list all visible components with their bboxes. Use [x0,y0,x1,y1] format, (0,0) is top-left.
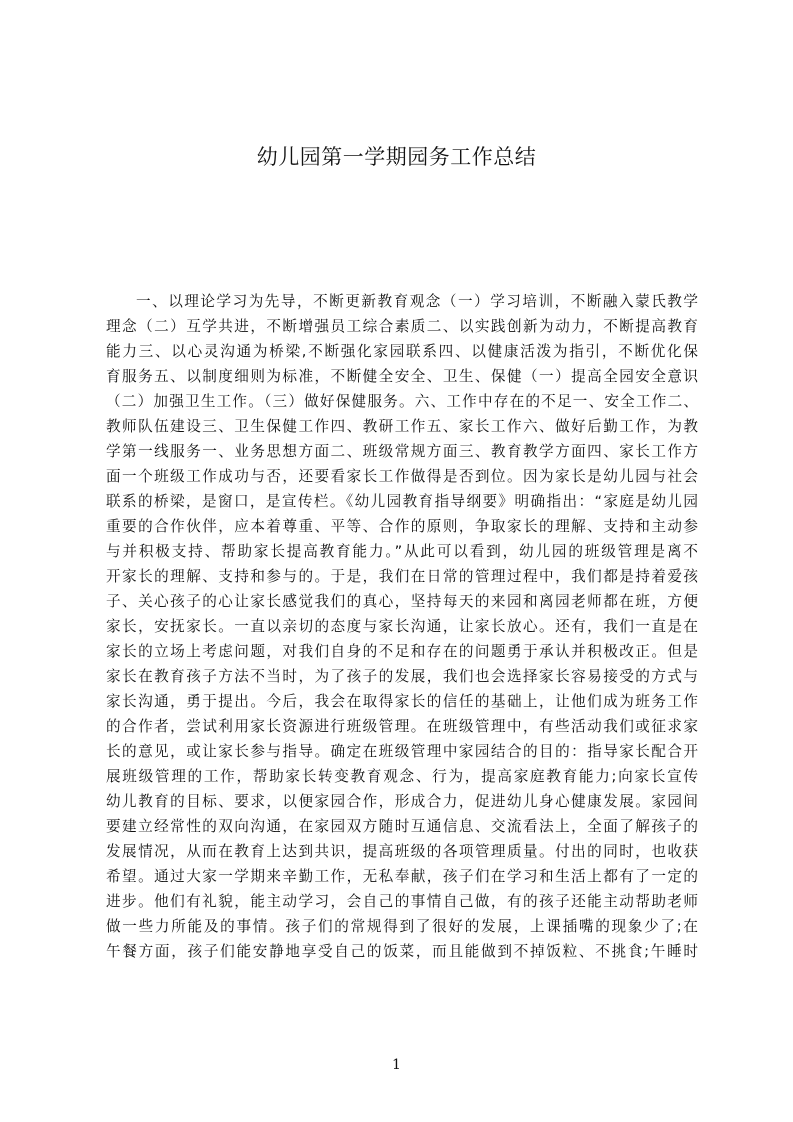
body-line: 学第一线服务一、业务思想方面二、班级常规方面三、教育教学方面四、家长工作方 [106,443,698,460]
document-body [106,289,698,964]
body-line: 能力三、以心灵沟通为桥梁,不断强化家园联系四、以健康活泼为指引，不断优化保 [106,343,698,360]
body-line: 的合作者，尝试利用家长资源进行班级管理。在班级管理中，有些活动我们或征求家 [106,718,698,735]
body-line: 重要的合作伙伴，应本着尊重、平等、合作的原则，争取家长的理解、支持和主动参 [106,518,698,535]
body-line: 开家长的理解、支持和参与的。于是，我们在日常的管理过程中，我们都是持着爱孩 [106,568,698,585]
body-line: 教师队伍建设三、卫生保健工作四、教研工作五、家长工作六、做好后勤工作，为教 [106,418,698,435]
page-number: 1 [392,1057,401,1073]
document-title: 幼儿园第一学期园务工作总结 [256,145,537,169]
body-line: 家长，安抚家长。一直以亲切的态度与家长沟通，让家长放心。还有，我们一直是在 [106,618,698,635]
body-line: 午餐方面，孩子们能安静地享受自己的饭菜，而且能做到不掉饭粒、不挑食;午睡时 [106,943,698,960]
body-line: 家长沟通，勇于提出。今后，我会在取得家长的信任的基础上，让他们成为班务工作 [106,693,698,710]
body-line: 联系的桥梁，是窗口，是宣传栏。《幼儿园教育指导纲要》明确指出：“家庭是幼儿园 [106,493,698,510]
body-line: 要建立经常性的双向沟通，在家园双方随时互通信息、交流看法上，全面了解孩子的 [106,818,698,835]
body-line: 与并积极支持、帮助家长提高教育能力。”从此可以看到，幼儿园的班级管理是离不 [106,543,698,560]
body-line: 面一个班级工作成功与否，还要看家长工作做得是否到位。因为家长是幼儿园与社会 [106,468,698,485]
body-line: 进步。他们有礼貌，能主动学习，会自己的事情自己做，有的孩子还能主动帮助老师 [106,893,698,910]
body-line: 发展情况，从而在教育上达到共识，提高班级的各项管理质量。付出的同时，也收获 [106,843,698,860]
body-line: （二）加强卫生工作。（三）做好保健服务。六、工作中存在的不足一、安全工作二、 [106,393,698,410]
body-line: 展班级管理的工作，帮助家长转变教育观念、行为，提高家庭教育能力;向家长宣传 [106,768,698,785]
body-line: 理念（二）互学共进，不断增强员工综合素质二、以实践创新为动力，不断提高教育 [106,318,698,335]
body-line: 家长在教育孩子方法不当时，为了孩子的发展，我们也会选择家长容易接受的方式与 [106,668,698,685]
body-line: 家长的立场上考虑问题，对我们自身的不足和存在的问题勇于承认并积极改正。但是 [106,643,698,660]
body-line: 子、关心孩子的心让家长感觉我们的真心，坚持每天的来园和离园老师都在班，方便 [106,593,698,610]
body-line: 做一些力所能及的事情。孩子们的常规得到了很好的发展，上课插嘴的现象少了;在 [106,918,698,935]
body-line: 幼儿教育的目标、要求，以便家园合作，形成合力，促进幼儿身心健康发展。家园间 [106,793,698,810]
body-line: 长的意见，或让家长参与指导。确定在班级管理中家园结合的目的：指导家长配合开 [106,743,698,760]
body-line: 育服务五、以制度细则为标准，不断健全安全、卫生、保健（一）提高全园安全意识 [106,368,698,385]
body-line: 一、以理论学习为先导，不断更新教育观念（一）学习培训，不断融入蒙氏教学 [136,293,698,310]
body-line: 希望。通过大家一学期来辛勤工作，无私奉献，孩子们在学习和生活上都有了一定的 [106,868,698,885]
